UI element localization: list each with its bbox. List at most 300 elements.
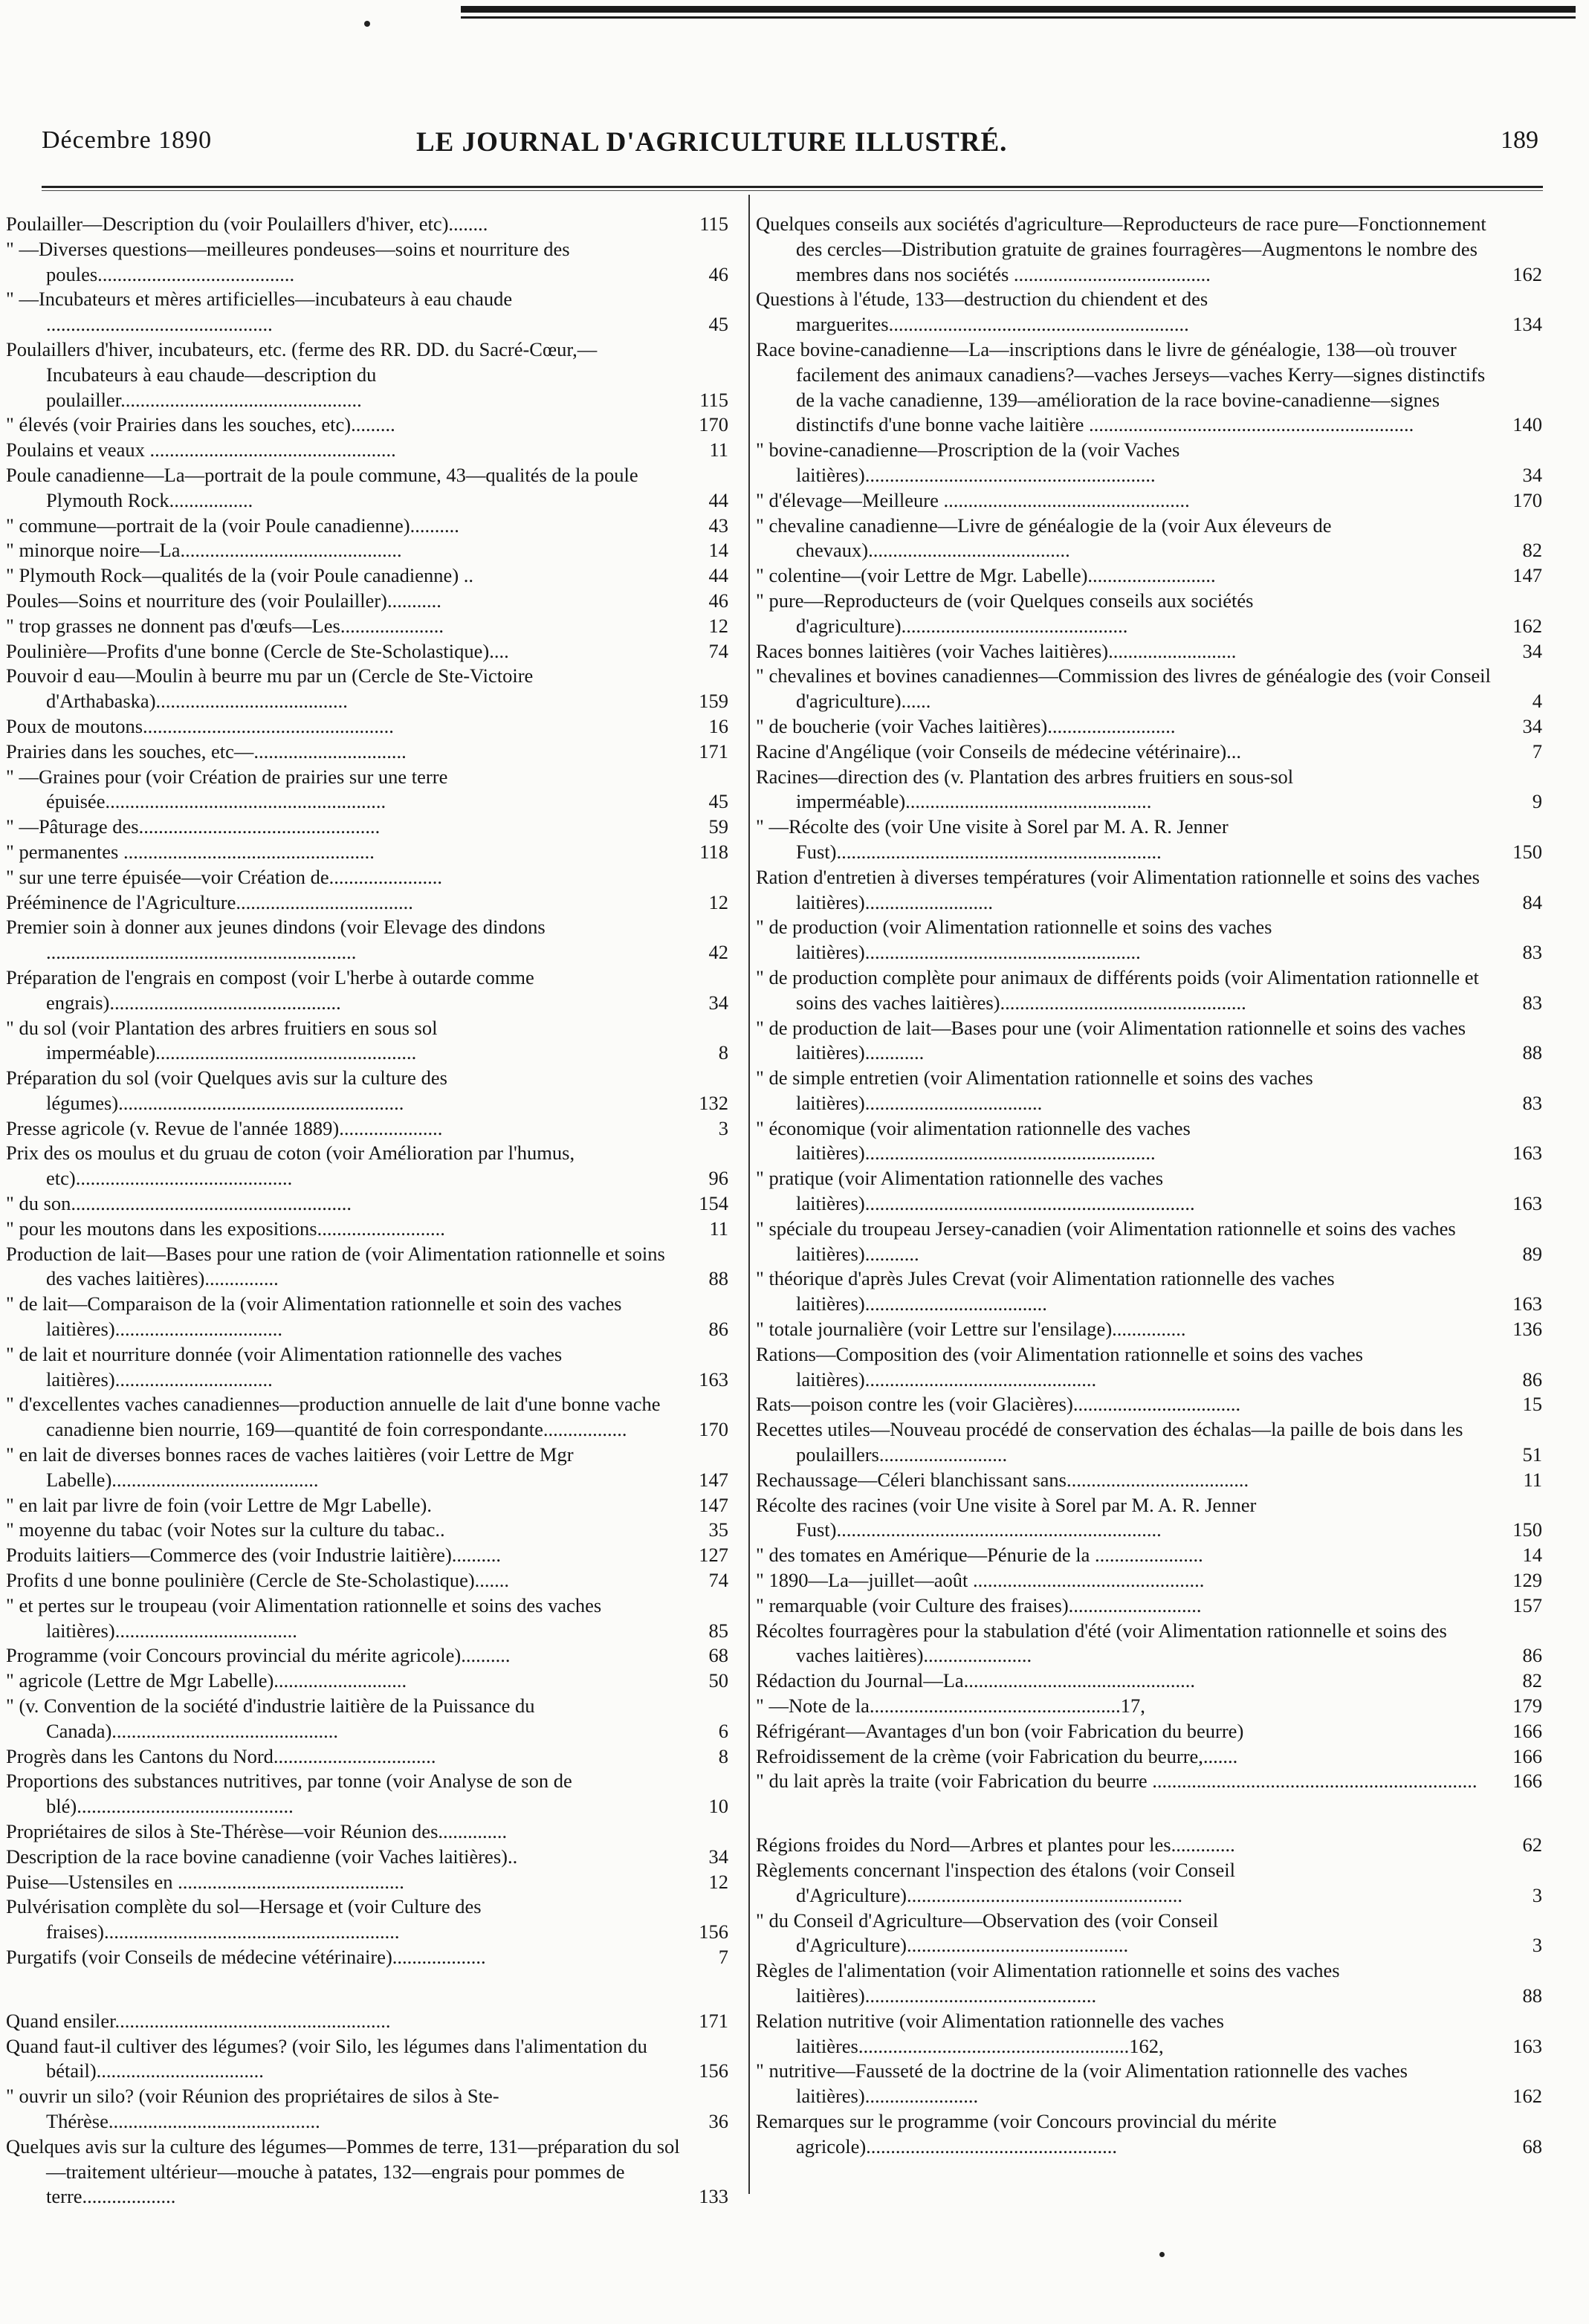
index-entry — [6, 589, 728, 614]
index-entry-page: 74 — [708, 639, 728, 662]
index-entry-text: Races bonnes laitières (voir Vaches laitières).......................... — [756, 639, 1237, 662]
index-entry-page: 85 — [708, 1619, 728, 1642]
index-entry — [6, 1870, 728, 1895]
index-entry — [756, 488, 1542, 514]
index-entry — [756, 1593, 1542, 1619]
index-entry-page: 147 — [1512, 564, 1542, 587]
index-entry-text: Quelques conseils aux sociétés d'agriculture—Reproducteurs de race pure—Fonctionnement des cercles—Distribution gratuite de graines fourragères—Augmentons le nombre des membres dans nos sociétés ........................................ — [756, 213, 1486, 285]
index-entry — [6, 1744, 728, 1770]
index-entry-text: Profits d une bonne poulinière (Cercle de Ste-Scholastique)....... — [6, 1569, 510, 1592]
index-entry — [756, 1217, 1542, 1267]
index-entry-text: Puise—Ustensiles en .............................................. — [6, 1870, 404, 1893]
index-entry-text: Poulaillers d'hiver, incubateurs, etc. (ferme des RR. DD. du Sacré-Cœur,—Incubateurs à eau chaude—description du poulailler................................................. — [6, 337, 598, 411]
index-entry-text: Prairies dans les souches, etc—............................... — [6, 739, 407, 763]
index-entry — [6, 1016, 728, 1066]
index-entry — [6, 965, 728, 1016]
index-entry-text: Progrès dans les Cantons du Nord................................. — [6, 1744, 436, 1767]
index-entry-text: Rédaction du Journal—La............................................... — [756, 1669, 1196, 1692]
index-entry — [6, 1568, 728, 1593]
index-entry-text: " d'excellentes vaches canadiennes—production annuelle de lait d'une bonne vache canadienne bien nourrie, 169—quantité de foin correspondante................. — [6, 1393, 661, 1441]
index-entry — [756, 1493, 1542, 1544]
index-entry-page: 10 — [708, 1795, 728, 1818]
page-header — [0, 126, 1589, 171]
index-entry-page: 159 — [699, 690, 728, 713]
index-entry-text: Poules—Soins et nourriture des (voir Poulailler)........... — [6, 589, 441, 612]
index-entry-text: Quelques avis sur la culture des légumes—Pommes de terre, 131—préparation du sol—traitement ultérieur—mouche à patates, 132—engrais pour pommes de terre................... — [6, 2134, 680, 2208]
index-entry — [6, 614, 728, 639]
index-entry-page: 36 — [708, 2109, 728, 2132]
index-entry — [756, 1568, 1542, 1593]
index-entry-page: 34 — [708, 991, 728, 1014]
index-entry-text: Régions froides du Nord—Arbres et plantes pour les............. — [756, 1833, 1235, 1857]
index-entry-text: Relation nutritive (voir Alimentation rationnelle des vaches laitières.......................................................162, — [756, 2009, 1224, 2057]
index-entry-page: 7 — [1532, 739, 1542, 763]
index-entry-page: 43 — [708, 514, 728, 537]
index-entry — [6, 1668, 728, 1694]
index-entry-text: Réfrigérant—Avantages d'un bon (voir Fabrication du beurre) — [756, 1719, 1244, 1742]
index-entry-page: 83 — [1522, 941, 1542, 964]
index-entry-page: 86 — [708, 1318, 728, 1341]
index-entry-text: Récolte des racines (voir Une visite à Sorel par M. A. R. Jenner Fust).................................................................. — [756, 1493, 1257, 1541]
index-entry-page: 68 — [1522, 2134, 1542, 2158]
index-entry-text: " chevalines et bovines canadiennes—Commission des livres de généalogie des (voir Conseil d'agriculture)...... — [756, 664, 1491, 713]
index-entry-text: Poulailler—Description du (voir Poulaillers d'hiver, etc)........ — [6, 213, 488, 235]
index-entry-text: " de production complète pour animaux de différents poids (voir Alimentation rationnelle et soins des vaches laitières).................................................. — [756, 965, 1479, 1014]
index-entry — [6, 1819, 728, 1845]
index-entry-page: 34 — [1522, 639, 1542, 662]
index-entry-page: 35 — [708, 1518, 728, 1541]
index-entry-text: Recettes utiles—Nouveau procédé de conservation des échalas—la paille de bois dans les poulaillers.......................... — [756, 1418, 1463, 1466]
index-entry-text: " de lait et nourriture donnée (voir Alimentation rationnelle des vaches laitières)................................ — [6, 1342, 563, 1391]
index-entry — [6, 739, 728, 765]
index-entry-page: 3 — [1532, 1934, 1542, 1957]
index-entry — [756, 1769, 1542, 1794]
index-entry-page: 42 — [708, 941, 728, 964]
index-entry-page: 82 — [1522, 539, 1542, 562]
index-entry-text: " pour les moutons dans les expositions.......................... — [6, 1217, 445, 1240]
index-entry-page: 154 — [699, 1192, 728, 1215]
index-entry — [6, 514, 728, 539]
top-border-thick — [461, 6, 1576, 13]
index-entry — [756, 438, 1542, 488]
index-entry-page: 166 — [1512, 1719, 1542, 1742]
index-entry-text: " de simple entretien (voir Alimentation rationnelle et soins des vaches laitières).................................... — [756, 1066, 1313, 1114]
index-entry-page: 157 — [1512, 1593, 1542, 1616]
index-entry-text: " (v. Convention de la société d'industrie laitière de la Puissance du Canada).............................................. — [6, 1695, 535, 1742]
index-entry-text: Poule canadienne—La—portrait de la poule commune, 43—qualités de la poule Plymouth Rock................. — [6, 463, 638, 511]
index-entry — [756, 915, 1542, 965]
index-entry-text: " pratique (voir Alimentation rationnelle des vaches laitières)................................................................... — [756, 1167, 1195, 1215]
index-entry — [6, 438, 728, 463]
index-entry-text: Racine d'Angélique (voir Conseils de médecine vétérinaire)... — [756, 739, 1242, 763]
index-entry — [756, 589, 1542, 639]
index-entry-text: " —Pâturage des................................................. — [6, 815, 381, 838]
index-entry-page: 83 — [1522, 991, 1542, 1014]
index-entry-page: 15 — [1522, 1393, 1542, 1416]
index-entry-text: " du lait après la traite (voir Fabrication du beurre .................................................................. — [756, 1770, 1478, 1793]
index-entry-page: 88 — [1522, 1984, 1542, 2007]
index-entry-page: 50 — [708, 1669, 728, 1692]
index-entry-page: 6 — [718, 1719, 728, 1742]
ink-dot — [364, 21, 370, 27]
index-entry-page: 132 — [699, 1091, 728, 1114]
index-entry — [6, 865, 728, 890]
header-page-number: 189 — [1501, 126, 1538, 154]
index-entry-page: 163 — [699, 1367, 728, 1391]
index-entry-text: " —Note de la...................................................17, — [756, 1695, 1145, 1718]
index-entry-text: " totale journalière (voir Lettre sur l'ensilage)............... — [756, 1318, 1186, 1341]
index-entry-page: 7 — [718, 1945, 728, 1968]
index-entry-page: 34 — [1522, 714, 1542, 737]
index-entry — [6, 212, 728, 237]
index-entry-text: " pure—Reproducteurs de (voir Quelques conseils aux sociétés d'agriculture).............................................. — [756, 589, 1254, 637]
index-column-right — [756, 212, 1542, 2218]
index-entry-page: 170 — [699, 1418, 728, 1441]
index-entry-text: " spéciale du troupeau Jersey-canadien (voir Alimentation rationnelle et soins des vaches laitières)........... — [756, 1217, 1456, 1265]
index-entry-text: Poulains et veaux .................................................. — [6, 438, 396, 462]
index-entry — [756, 1016, 1542, 1066]
index-entry-page: 163 — [1512, 1192, 1542, 1215]
index-entry-page: 11 — [1523, 1468, 1542, 1491]
index-entry-text: " du son......................................................... — [6, 1192, 352, 1215]
index-entry-page: 170 — [1512, 488, 1542, 511]
index-entry — [756, 865, 1542, 916]
index-entry-text: " de boucherie (voir Vaches laitières).......................... — [756, 714, 1176, 737]
index-entry — [756, 815, 1542, 865]
index-entry-text: Poux de moutons................................................... — [6, 714, 394, 737]
index-entry-page: 163 — [1512, 1142, 1542, 1165]
index-entry-page: 133 — [699, 2185, 728, 2208]
index-entry — [6, 915, 728, 965]
index-entry-text: Préparation de l'engrais en compost (voir L'herbe à outarde comme engrais)............................................... — [6, 965, 534, 1014]
index-entry-page: 34 — [708, 1845, 728, 1868]
index-entry-text: Préparation du sol (voir Quelques avis sur la culture des légumes).......................................................... — [6, 1066, 447, 1114]
index-entry-text: Production de lait—Bases pour une ration de (voir Alimentation rationnelle et soins des vaches laitières)............... — [6, 1242, 665, 1290]
index-entry — [756, 2009, 1542, 2059]
index-entry — [756, 1543, 1542, 1568]
index-entry — [6, 664, 728, 714]
index-entry — [6, 2134, 728, 2210]
index-entry — [6, 1845, 728, 1870]
index-entry-text: " remarquable (voir Culture des fraises)........................... — [756, 1593, 1202, 1616]
index-entry-page: 14 — [708, 539, 728, 562]
index-entry-page: 129 — [1512, 1569, 1542, 1592]
index-entry — [756, 714, 1542, 739]
index-entry-text: " des tomates en Amérique—Pénurie de la ...................... — [756, 1544, 1203, 1567]
index-entry-page: 96 — [708, 1167, 728, 1190]
index-entry-page: 171 — [699, 2009, 728, 2032]
index-entry-text: Prééminence de l'Agriculture.................................... — [6, 890, 413, 913]
index-entry-page: 12 — [708, 614, 728, 637]
index-entry-page: 83 — [1522, 1091, 1542, 1114]
index-entry-text: Récoltes fourragères pour la stabulation d'été (voir Alimentation rationnelle et soins des vaches laitières)...................... — [756, 1619, 1447, 1667]
index-entry — [756, 1392, 1542, 1417]
index-entry — [756, 1317, 1542, 1342]
index-entry-text: Propriétaires de silos à Ste-Thérèse—voir Réunion des.............. — [6, 1820, 508, 1842]
index-entry-text: " du Conseil d'Agriculture—Observation des (voir Conseil d'Agriculture)............................................. — [756, 1909, 1219, 1957]
index-entry — [6, 1217, 728, 1242]
ink-dot-bottom — [1159, 2252, 1165, 2257]
index-entry-page: 3 — [1532, 1883, 1542, 1906]
index-entry-text: Quand faut-il cultiver des légumes? (voir Silo, les légumes dans l'alimentation du bétail).................................. — [6, 2034, 647, 2082]
index-entry — [756, 2059, 1542, 2109]
index-entry-page: 9 — [1532, 790, 1542, 813]
index-entry — [756, 1858, 1542, 1909]
index-entry — [6, 538, 728, 563]
index-entry — [6, 463, 728, 514]
index-entry — [6, 815, 728, 840]
index-entry-text: " colentine—(voir Lettre de Mgr. Labelle).......................... — [756, 564, 1216, 587]
index-entry-page: 16 — [708, 714, 728, 737]
index-entry — [6, 1392, 728, 1443]
index-entry-text: " agricole (Lettre de Mgr Labelle)........................... — [6, 1669, 407, 1692]
index-entry-text: Proportions des substances nutritives, par tonne (voir Analyse de son de blé)............................................ — [6, 1770, 572, 1818]
index-entry-text: Presse agricole (v. Revue de l'année 1889)..................... — [6, 1116, 443, 1139]
index-entry-text: Pulvérisation complète du sol—Hersage et (voir Culture des fraises)............................................................ — [6, 1895, 482, 1943]
index-entry — [756, 965, 1542, 1016]
index-entry-text: " de lait—Comparaison de la (voir Alimentation rationnelle et soin des vaches laitières).................................. — [6, 1292, 622, 1341]
index-entry-text: Poulinière—Profits d'une bonne (Cercle de Ste-Scholastique).... — [6, 639, 509, 662]
index-entry-page: 163 — [1512, 1292, 1542, 1315]
index-entry — [756, 664, 1542, 714]
index-entry-text: " en lait de diverses bonnes races de vaches laitières (voir Lettre de Mgr Labelle).......................................... — [6, 1443, 574, 1491]
index-entry — [756, 337, 1542, 438]
index-entry-text: " bovine-canadienne—Proscription de la (voir Vaches laitières)........................................................... — [756, 438, 1180, 486]
index-entry — [6, 2084, 728, 2134]
index-entry — [6, 1443, 728, 1493]
index-entry-text: " —Incubateurs et mères artificielles—incubateurs à eau chaude .............................................. — [6, 288, 513, 336]
index-entry — [756, 1668, 1542, 1694]
index-entry-page: 118 — [699, 840, 728, 863]
top-border-thin — [461, 16, 1576, 19]
index-entry-text: Description de la race bovine canadienne (voir Vaches laitières).. — [6, 1845, 518, 1868]
index-entry-page: 46 — [708, 262, 728, 285]
index-entry-text: Questions à l'étude, 133—destruction du chiendent et des marguerites............................................................. — [756, 288, 1208, 336]
index-entry-page: 166 — [1512, 1744, 1542, 1767]
index-entry-page: 44 — [708, 488, 728, 511]
index-entry-text: " théorique d'après Jules Crevat (voir Alimentation rationnelle des vaches laitières)..................................... — [756, 1267, 1335, 1315]
index-entry-page: 8 — [718, 1744, 728, 1767]
index-entry-page: 34 — [1522, 463, 1542, 486]
index-entry-text: " économique (voir alimentation rationnelle des vaches laitières)........................................................... — [756, 1116, 1191, 1165]
index-entry — [756, 639, 1542, 664]
index-entry-page: 147 — [699, 1468, 728, 1491]
index-entry-text: Quand ensiler........................................................ — [6, 2009, 391, 2032]
index-entry-text: Rechaussage—Céleri blanchissant sans..................................... — [756, 1468, 1249, 1491]
index-entry-page: 162 — [1512, 2085, 1542, 2108]
index-entry-text: " et pertes sur le troupeau (voir Alimentation rationnelle et soins des vaches laitières)..................................... — [6, 1593, 602, 1642]
index-entry-text: Refroidissement de la crème (voir Fabrication du beurre,....... — [756, 1744, 1238, 1767]
index-entry-page: 166 — [1512, 1770, 1542, 1793]
index-entry-text: " nutritive—Fausseté de la doctrine de la (voir Alimentation rationnelle des vaches laitières)....................... — [756, 2059, 1408, 2108]
index-entry-page: 86 — [1522, 1367, 1542, 1391]
index-entry-text: " permanentes ................................................... — [6, 840, 375, 863]
index-entry-page: 74 — [708, 1569, 728, 1592]
index-entry — [756, 1417, 1542, 1468]
index-entry — [756, 1694, 1542, 1719]
index-entry — [6, 765, 728, 815]
index-entry-text: " sur une terre épuisée—voir Création de....................... — [6, 865, 443, 888]
index-entry-text: Racines—direction des (v. Plantation des arbres fruitiers en sous-sol imperméable).................................................. — [756, 765, 1294, 813]
index-entry — [756, 1744, 1542, 1770]
index-entry-text: Règles de l'alimentation (voir Alimentation rationnelle et soins des vaches laitières)............................................... — [756, 1959, 1340, 2007]
index-entry-page: 62 — [1522, 1833, 1542, 1857]
index-entry — [756, 765, 1542, 815]
index-entry-text: Pouvoir d eau—Moulin à beurre mu par un (Cercle de Ste-Victoire d'Arthabaska)....................................... — [6, 664, 534, 713]
index-entry-text: Rations—Composition des (voir Alimentation rationnelle et soins des vaches laitières)............................................... — [756, 1342, 1363, 1391]
index-entry-page: 150 — [1512, 840, 1542, 863]
index-entry — [756, 1719, 1542, 1744]
index-entry — [6, 1342, 728, 1393]
index-entry-text: Règlements concernant l'inspection des étalons (voir Conseil d'Agriculture)........................................................ — [756, 1859, 1236, 1906]
index-entry — [756, 1468, 1542, 1493]
index-entry-page: 163 — [1512, 2034, 1542, 2057]
index-entry — [756, 1958, 1542, 2009]
index-entry-page: 86 — [1522, 1644, 1542, 1667]
index-entry — [6, 1493, 728, 1518]
header-date: Décembre 1890 — [42, 126, 213, 154]
index-entry — [6, 1116, 728, 1142]
header-rule — [42, 186, 1543, 188]
index-entry — [756, 739, 1542, 765]
index-entry — [6, 714, 728, 739]
index-entry — [6, 1518, 728, 1543]
index-entry-page: 45 — [708, 790, 728, 813]
index-entry-page: 82 — [1522, 1669, 1542, 1692]
index-entry-page: 68 — [708, 1644, 728, 1667]
index-entry-page: 150 — [1512, 1518, 1542, 1541]
index-entry-page: 45 — [708, 313, 728, 336]
index-entry — [756, 514, 1542, 564]
index-entry-text: Premier soin à donner aux jeunes dindons (voir Elevage des dindons ............................................................... — [6, 916, 546, 964]
index-entry-page: 162 — [1512, 262, 1542, 285]
index-entry-text: " de production (voir Alimentation rationnelle et soins des vaches laitières)........................................................ — [756, 916, 1272, 964]
index-entry — [6, 1543, 728, 1568]
index-entry-text: Race bovine-canadienne—La—inscriptions dans le livre de généalogie, 138—où trouver facilement des animaux canadiens?—vaches Jerseys—vaches Kerry—signes distinctifs de la vache canadienne, 139—amélioration de la race bovine-canadienne—signes distinctifs d'une bonne vache laitière .................................................................. — [756, 337, 1486, 436]
index-entry — [6, 890, 728, 916]
index-entry — [6, 1769, 728, 1819]
index-entry-text: " minorque noire—La............................................. — [6, 539, 402, 562]
index-entry-text: " d'élevage—Meilleure .................................................. — [756, 488, 1190, 511]
index-entry — [756, 1066, 1542, 1116]
index-entry-text: " moyenne du tabac (voir Notes sur la culture du tabac.. — [6, 1518, 445, 1541]
index-entry — [6, 840, 728, 865]
index-entry-text: " Plymouth Rock—qualités de la (voir Poule canadienne) .. — [6, 564, 474, 587]
index-entry-page: 127 — [699, 1544, 728, 1567]
index-entry-page: 11 — [709, 438, 728, 462]
index-entry — [756, 1619, 1542, 1669]
index-entry-text: " trop grasses ne donnent pas d'œufs—Les..................... — [6, 614, 444, 637]
index-entry — [756, 287, 1542, 337]
index-entry — [756, 1116, 1542, 1167]
index-entry-text: " élevés (voir Prairies dans les souches, etc)......... — [6, 413, 395, 436]
index-entry — [756, 2109, 1542, 2160]
index-entry-text: Prix des os moulus et du gruau de coton (voir Amélioration par l'humus, etc)............................................ — [6, 1142, 575, 1190]
index-column-left — [6, 212, 728, 2218]
index-entry-page: 115 — [699, 213, 728, 235]
index-entry-text: " de production de lait—Bases pour une (voir Alimentation rationnelle et soins des vaches laitières)............ — [756, 1016, 1466, 1064]
index-entry-page: 84 — [1522, 890, 1542, 913]
index-entry-text: " —Récolte des (voir Une visite à Sorel par M. A. R. Jenner Fust).................................................................. — [756, 815, 1229, 863]
column-divider — [748, 195, 750, 2194]
index-entry — [6, 1643, 728, 1668]
index-entry-page: 115 — [699, 388, 728, 411]
header-title: LE JOURNAL D'AGRICULTURE ILLUSTRÉ. — [416, 127, 1008, 158]
index-entry-page: 162 — [1512, 614, 1542, 637]
index-entry-page: 156 — [699, 1920, 728, 1943]
index-entry — [756, 563, 1542, 589]
index-entry — [6, 1292, 728, 1342]
index-entry — [6, 237, 728, 288]
index-entry-text: Remarques sur le programme (voir Concours provincial du mérite agricole)................................................... — [756, 2109, 1277, 2158]
index-entry — [6, 1242, 728, 1292]
index-entry — [756, 1342, 1542, 1393]
index-entry-text: " 1890—La—juillet—août ............................................... — [756, 1569, 1205, 1592]
index-entry — [6, 2034, 728, 2085]
index-entry — [6, 1894, 728, 1945]
index-entry-text: " —Graines pour (voir Création de prairies sur une terre épuisée......................................................... — [6, 765, 448, 813]
index-entry-page: 12 — [708, 890, 728, 913]
index-entry-text: Produits laitiers—Commerce des (voir Industrie laitière).......... — [6, 1544, 502, 1567]
index-entry-text: " commune—portrait de la (voir Poule canadienne).......... — [6, 514, 459, 537]
index-entry-text: Ration d'entretien à diverses températures (voir Alimentation rationnelle et soins des vaches laitières).......................... — [756, 865, 1480, 913]
index-entry-page: 140 — [1512, 413, 1542, 436]
index-entry-page: 88 — [1522, 1041, 1542, 1064]
index-entry-page: 170 — [699, 413, 728, 436]
index-entry-text: " —Diverses questions—meilleures pondeuses—soins et nourriture des poules........................................ — [6, 237, 570, 285]
index-entry-page: 8 — [718, 1041, 728, 1064]
index-entry-text: Rats—poison contre les (voir Glacières).................................. — [756, 1393, 1241, 1416]
index-entry-page: 179 — [1512, 1695, 1542, 1718]
index-entry-page: 136 — [1512, 1318, 1542, 1341]
index-entry — [756, 212, 1542, 287]
index-entry — [6, 563, 728, 589]
index-entry-page: 4 — [1532, 690, 1542, 713]
index-entry-page: 134 — [1512, 313, 1542, 336]
index-entry — [756, 1833, 1542, 1858]
index-entry-page: 147 — [699, 1493, 728, 1516]
index-entry-page: 89 — [1522, 1242, 1542, 1265]
index-entry — [6, 639, 728, 664]
index-entry-text: " en lait par livre de foin (voir Lettre de Mgr Labelle). — [6, 1493, 432, 1516]
index-entry-page: 14 — [1522, 1544, 1542, 1567]
index-entry-page: 46 — [708, 589, 728, 612]
index-entry-text: " chevaline canadienne—Livre de généalogie de la (voir Aux éleveurs de chevaux)......................................... — [756, 514, 1332, 562]
index-entry — [756, 1266, 1542, 1317]
index-entry-text: Programme (voir Concours provincial du mérite agricole).......... — [6, 1644, 511, 1667]
index-entry-page: 51 — [1522, 1443, 1542, 1466]
index-entry — [6, 1945, 728, 1970]
index-entry-page: 3 — [718, 1116, 728, 1139]
index-entry-text: " du sol (voir Plantation des arbres fruitiers en sous sol imperméable)..................................................... — [6, 1016, 438, 1064]
index-entry — [6, 1066, 728, 1116]
index-entry-page: 171 — [699, 739, 728, 763]
index-entry — [6, 1593, 728, 1644]
index-entry-text: " ouvrir un silo? (voir Réunion des propriétaires de silos à Ste-Thérèse........................................... — [6, 2085, 499, 2132]
header-rule-thin — [42, 190, 1543, 191]
index-entry — [6, 337, 728, 412]
index-entry — [6, 412, 728, 438]
index-entry — [6, 287, 728, 337]
index-entry-page: 44 — [708, 564, 728, 587]
index-entry — [756, 1166, 1542, 1217]
index-entry-page: 156 — [699, 2059, 728, 2082]
index-entry — [6, 1694, 728, 1744]
index-entry — [756, 1909, 1542, 1959]
index-entry-page: 11 — [709, 1217, 728, 1240]
index-entry — [6, 1141, 728, 1191]
index-entry — [6, 1191, 728, 1217]
